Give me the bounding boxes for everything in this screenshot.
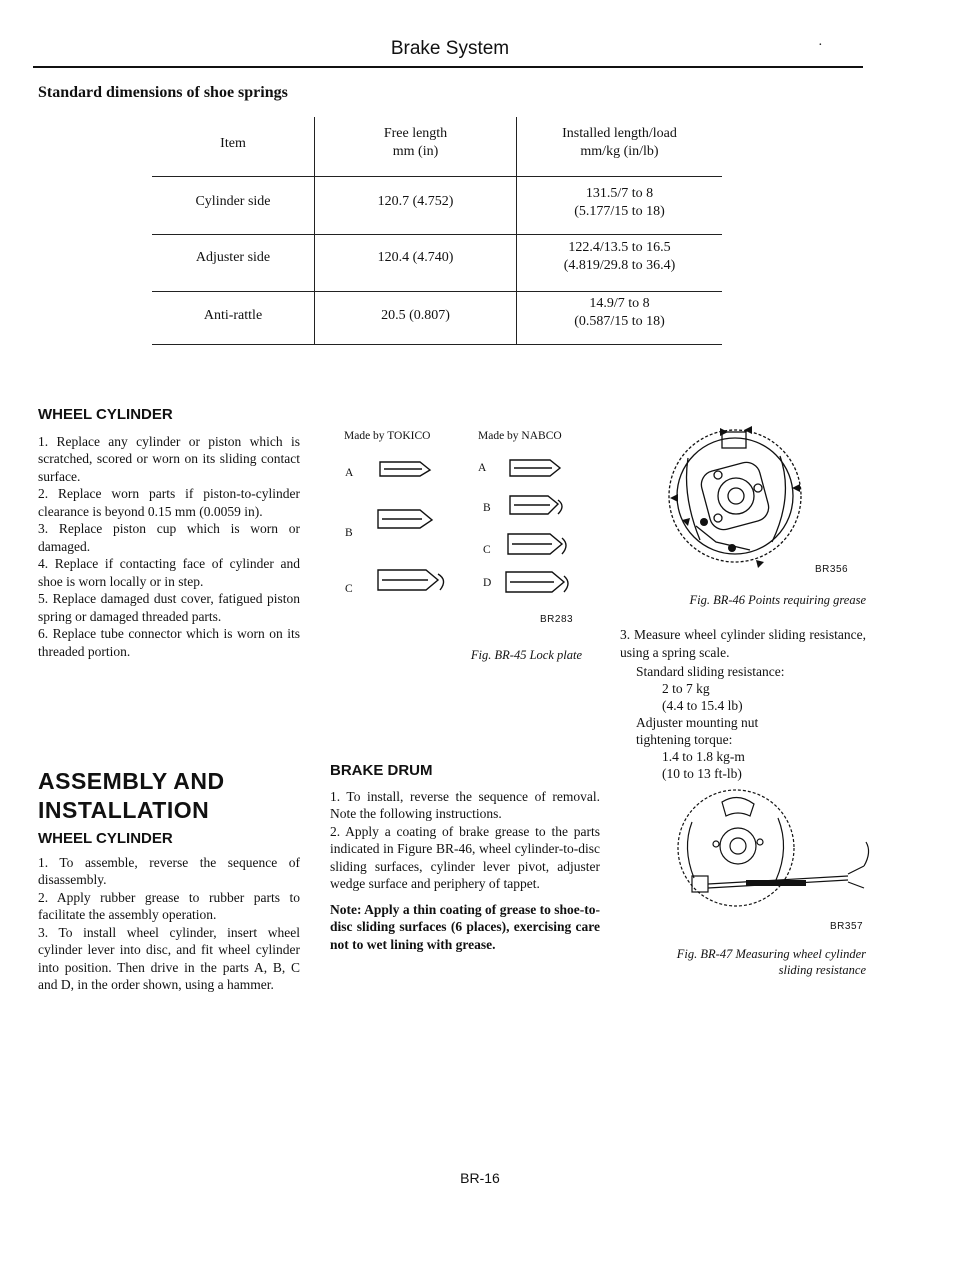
table-rule: [152, 176, 722, 177]
list-item: 3. Replace piston cup which is worn or damaged.: [38, 521, 300, 554]
table-cell-line: 122.4/13.5 to 16.5: [568, 240, 671, 255]
table-row-free: 120.7 (4.752): [377, 194, 454, 209]
table-header-installed: [517, 125, 722, 161]
page-number: BR-16: [460, 1170, 500, 1186]
table-cell-line: 131.5/7 to 8: [585, 186, 654, 201]
list-item: 1. To assemble, reverse the sequence of disassembly.: [38, 854, 300, 887]
list-item: 3. To install wheel cylinder, insert wheel cylinder lever into disc, and fit wheel cylinder into position. Then drive in the parts A, B, C and D, in the order shown, using a hammer.: [38, 924, 300, 992]
wheel-cylinder-section: [38, 406, 300, 660]
table-row-free: 120.4 (4.740): [377, 250, 454, 265]
subsection-heading: WHEEL CYLINDER: [38, 830, 173, 847]
list-item: 2. Apply rubber grease to rubber parts to facilitate the assembly operation.: [38, 889, 300, 922]
fig45-letter: D: [483, 577, 492, 589]
spring-table: [152, 117, 722, 345]
brake-drum-section: [330, 762, 600, 953]
fig45-code: BR283: [540, 614, 574, 625]
section-heading: BRAKE DRUM: [330, 762, 433, 779]
table-header-line: Installed length/load: [562, 126, 677, 141]
fig47-code: BR357: [830, 921, 864, 932]
list-item: 4. Replace if contacting face of cylinder and shoe is worn locally or in step.: [38, 556, 300, 589]
fig45-letter: C: [483, 544, 491, 556]
section-heading: ASSEMBLY AND: [38, 768, 225, 794]
table-row-installed: [517, 185, 722, 221]
spec-line: Standard sliding resistance:: [636, 664, 785, 679]
fig47-caption-line2: sliding resistance: [778, 963, 866, 977]
fig46-code: BR356: [815, 564, 849, 575]
table-rule: [152, 291, 722, 292]
fig45-caption: Fig. BR-45 Lock plate: [470, 648, 582, 662]
list-item: 6. Replace tube connector which is worn on its threaded portion.: [38, 626, 300, 659]
table-cell-line: 14.9/7 to 8: [589, 296, 650, 311]
table-cell-line: (5.177/15 to 18): [574, 204, 665, 219]
list-item: 2. Apply a coating of brake grease to the parts indicated in Figure BR-46, wheel cylinder-to-disc sliding surfaces, cylinder lever pivot, adjuster wedge surface and periphery of tappet.: [330, 823, 600, 891]
note: Note: Apply a thin coating of grease to shoe-to-disc sliding surfaces (6 places), exercising care not to wet lining with grease.: [330, 901, 600, 952]
table-row-installed: [517, 295, 722, 331]
list-item: 1. To install, reverse the sequence of removal. Note the following instructions.: [330, 788, 600, 821]
assembly-section: [38, 767, 300, 994]
fig45-letter: B: [483, 502, 491, 514]
fig47-caption-line1: Fig. BR-47 Measuring wheel cylinder: [676, 947, 866, 961]
fig45-letter: A: [345, 467, 354, 479]
fig45-letter: B: [345, 527, 353, 539]
table-row-item: Adjuster side: [195, 250, 271, 265]
section-title: Standard dimensions of shoe springs: [38, 84, 288, 101]
section-heading: WHEEL CYLINDER: [38, 406, 173, 423]
page-header-title: Brake System: [390, 38, 510, 59]
table-cell-line: (4.819/29.8 to 36.4): [563, 258, 676, 273]
header-rule: [33, 66, 863, 68]
table-rule: [152, 234, 722, 235]
list-item: 5. Replace damaged dust cover, fatigued piston spring or damaged threaded parts.: [38, 591, 300, 624]
spec-line: Adjuster mounting nut: [636, 715, 759, 730]
section-heading: INSTALLATION: [38, 797, 210, 823]
table-header-line: mm/kg (in/lb): [580, 144, 659, 159]
fig45-label-nabco: Made by NABCO: [478, 430, 562, 442]
spec-line: tightening torque:: [636, 732, 733, 747]
lock-plate-drawing: [360, 450, 580, 610]
spring-scale-drawing: [668, 782, 873, 912]
table-header-line: mm (in): [392, 144, 439, 159]
fig45-label-tokico: Made by TOKICO: [344, 430, 431, 442]
backing-plate-drawing: [660, 418, 810, 578]
measure-text: 3. Measure wheel cylinder sliding resistance, using a spring scale.: [620, 627, 866, 660]
fig45-letter: A: [478, 462, 487, 474]
spec-line: (4.4 to 15.4 lb): [662, 698, 743, 713]
fig46-caption: Fig. BR-46 Points requiring grease: [689, 593, 866, 607]
table-header-item: Item: [220, 136, 246, 151]
list-item: 1. Replace any cylinder or piston which is scratched, scored or worn on its sliding contact surface.: [38, 433, 300, 484]
table-header-line: Free length: [383, 126, 448, 141]
table-row-item: Anti-rattle: [203, 308, 263, 323]
spec-line: 2 to 7 kg: [662, 681, 710, 696]
list-item: 2. Replace worn parts if piston-to-cylinder clearance is beyond 0.15 mm (0.0059 in).: [38, 486, 300, 519]
fig45-letter: C: [345, 583, 353, 595]
table-row-item: Cylinder side: [195, 194, 271, 209]
header-mark: ·: [818, 38, 823, 53]
table-row-free: 20.5 (0.807): [381, 308, 450, 323]
table-row-installed: [517, 239, 722, 275]
table-header-free: [315, 125, 516, 161]
spec-line: (10 to 13 ft-lb): [662, 766, 742, 781]
spec-line: 1.4 to 1.8 kg-m: [662, 749, 745, 764]
table-rule: [152, 344, 722, 345]
table-cell-line: (0.587/15 to 18): [574, 314, 665, 329]
